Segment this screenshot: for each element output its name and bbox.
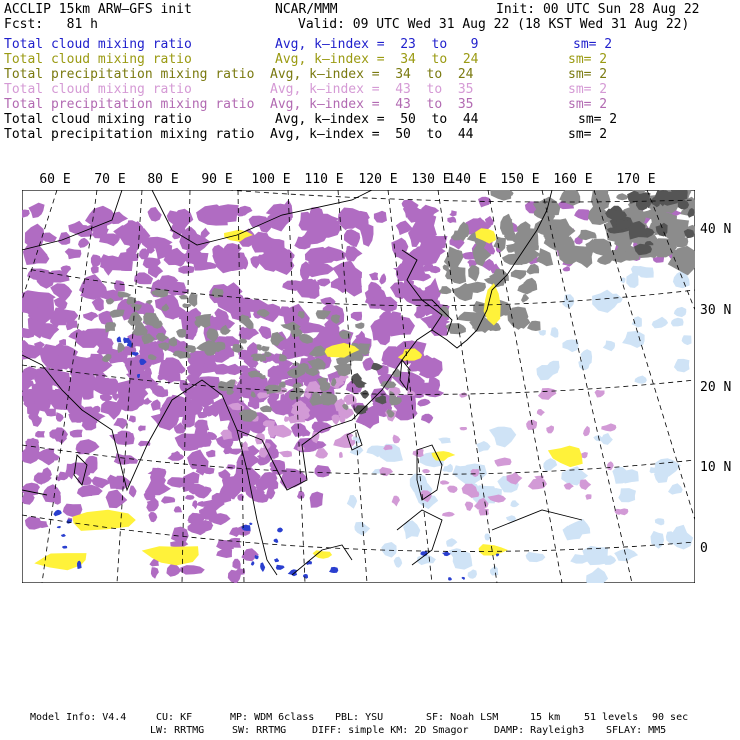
field-smoothing: sm= 2: [578, 112, 618, 127]
footer-pbl: PBL: YSU: [335, 712, 384, 723]
longitude-label: 150 E: [500, 172, 540, 187]
field-avg: Avg, k–index = 50 to 44: [275, 112, 479, 127]
org-label: NCAR/MMM: [275, 2, 338, 17]
footer-sw: SW: RRTMG: [232, 725, 287, 736]
field-name: Total cloud mixing ratio: [4, 82, 192, 97]
longitude-label: 130 E: [411, 172, 451, 187]
field-avg: Avg, k–index = 34 to 24: [270, 67, 474, 82]
field-avg: Avg, k–index = 43 to 35: [270, 82, 474, 97]
footer-lw: LW: RRTMG: [150, 725, 205, 736]
footer-resolution: 15 km: [530, 712, 561, 723]
latitude-label: 40 N: [700, 222, 732, 237]
purple-cloud: [54, 494, 61, 504]
field-name: Total cloud mixing ratio: [4, 52, 192, 67]
field-row: [4, 67, 732, 82]
longitude-label: 60 E: [39, 172, 71, 187]
footer-timestep: 90 sec: [652, 712, 689, 723]
footer-sflay: SFLAY: MM5: [606, 725, 667, 736]
field-avg: Avg, k–index = 43 to 35: [270, 97, 474, 112]
latitude-label: 20 N: [700, 380, 732, 395]
footer-sf: SF: Noah LSM: [426, 712, 499, 723]
field-avg: Avg, k–index = 23 to 9: [275, 37, 479, 52]
longitude-label: 110 E: [304, 172, 344, 187]
field-smoothing: sm= 2: [568, 67, 608, 82]
field-name: Total precipitation mixing ratio: [4, 97, 255, 112]
longitude-label: 160 E: [553, 172, 593, 187]
footer-levels: 51 levels: [584, 712, 639, 723]
footer-mp: MP: WDM 6class: [230, 712, 315, 723]
footer-diff: DIFF: simple KM: 2D Smagor: [312, 725, 469, 736]
blue-cloud: [123, 337, 130, 343]
field-name: Total cloud mixing ratio: [4, 112, 192, 127]
footer-cu: CU: KF: [156, 712, 193, 723]
field-avg: Avg, k–index = 50 to 44: [270, 127, 474, 142]
longitude-label: 80 E: [147, 172, 179, 187]
map-panel: [22, 190, 695, 583]
purple-cloud: [114, 280, 125, 291]
field-row: [4, 52, 732, 67]
purple-cloud: [288, 415, 306, 423]
field-avg: Avg, k–index = 34 to 24: [275, 52, 479, 67]
light-blue-cloud: [618, 488, 636, 502]
forecast-hour: Fcst: 81 h: [4, 17, 98, 32]
field-row: [4, 97, 732, 112]
init-time: Init: 00 UTC Sun 28 Aug 22: [496, 2, 700, 17]
latitude-label: 10 N: [700, 460, 732, 475]
field-row: [4, 127, 732, 142]
field-row: [4, 37, 732, 52]
longitude-label: 100 E: [251, 172, 291, 187]
field-smoothing: sm= 2: [573, 37, 613, 52]
field-smoothing: sm= 2: [568, 127, 608, 142]
longitude-label: 70 E: [94, 172, 126, 187]
field-smoothing: sm= 2: [568, 82, 608, 97]
purple-cloud: [314, 465, 331, 477]
latitude-label: 0: [700, 541, 708, 556]
field-smoothing: sm= 2: [568, 52, 608, 67]
longitude-label: 170 E: [616, 172, 656, 187]
field-name: Total precipitation mixing ratio: [4, 67, 255, 82]
field-row: [4, 112, 732, 127]
longitude-label: 120 E: [358, 172, 398, 187]
purple-cloud: [310, 492, 324, 508]
purple-cloud: [479, 508, 489, 515]
footer-model-info: Model Info: V4.4: [30, 712, 127, 723]
longitude-label: 140 E: [447, 172, 487, 187]
map-canvas: [22, 190, 695, 583]
field-name: Total precipitation mixing ratio: [4, 127, 255, 142]
longitude-label: 90 E: [201, 172, 233, 187]
field-name: Total cloud mixing ratio: [4, 37, 192, 52]
model-title: ACCLIP 15km ARW–GFS init: [4, 2, 192, 17]
valid-time: Valid: 09 UTC Wed 31 Aug 22 (18 KST Wed 31 Aug 22): [298, 17, 690, 32]
footer-damp: DAMP: Rayleigh3: [494, 725, 585, 736]
latitude-label: 30 N: [700, 303, 732, 318]
field-row: [4, 82, 732, 97]
field-smoothing: sm= 2: [568, 97, 608, 112]
